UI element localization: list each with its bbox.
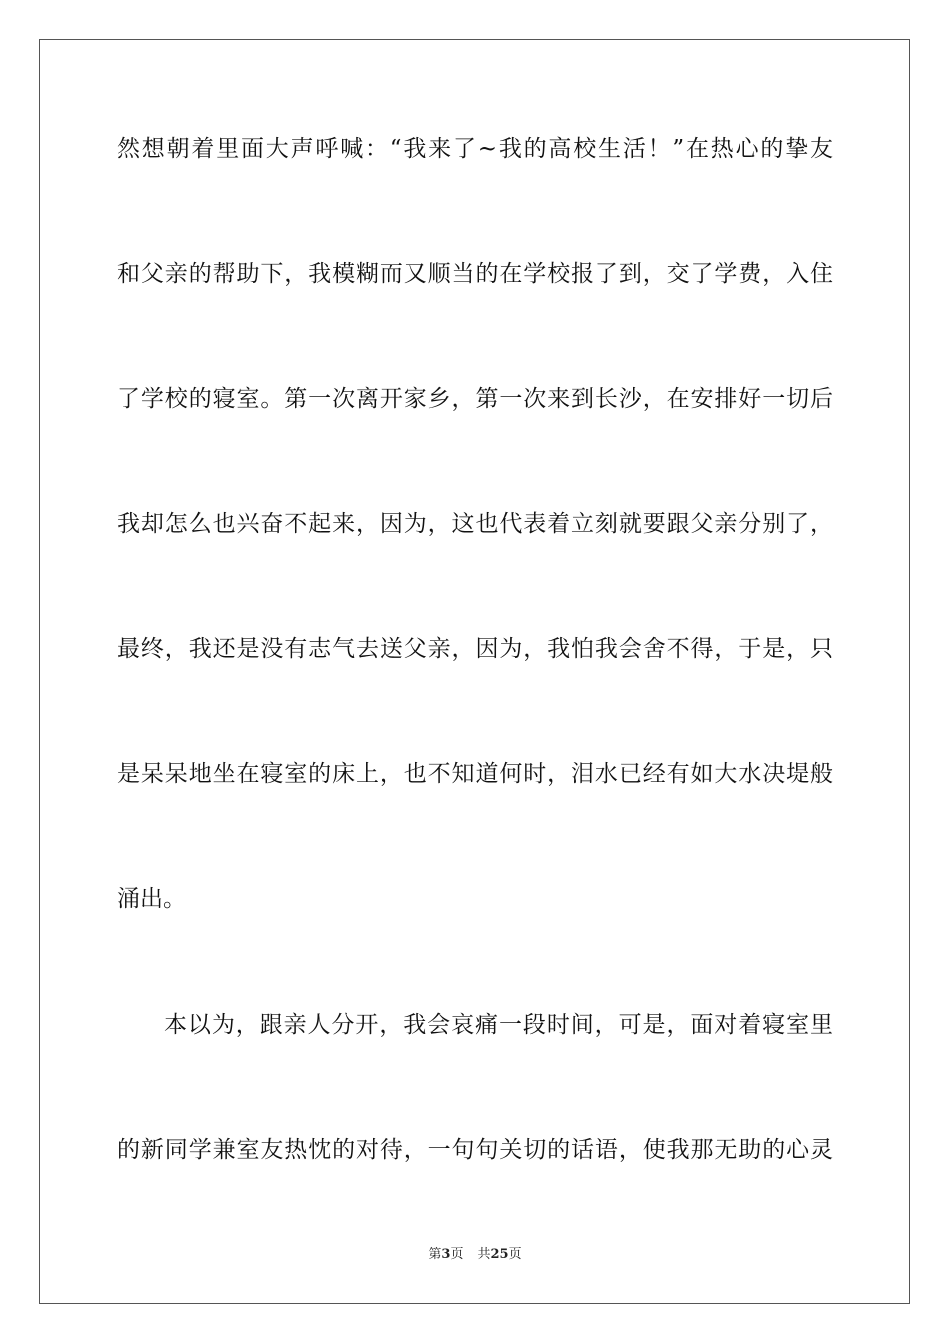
page-number: 3: [441, 1247, 451, 1262]
text-line: 我却怎么也兴奋不起来，因为，这也代表着立刻就要跟父亲分别了，: [117, 511, 833, 537]
page-footer: [0, 1246, 950, 1264]
page-suffix: 页: [450, 1247, 464, 1262]
page-border: [39, 39, 910, 1304]
total-suffix: 页: [508, 1247, 522, 1262]
text-line: 然想朝着里面大声呼喊：“我来了~我的高校生活！”在热心的挚友: [117, 136, 833, 162]
text-line: 最终，我还是没有志气去送父亲，因为，我怕我会舍不得，于是，只: [117, 636, 833, 662]
text-line: 是呆呆地坐在寝室的床上，也不知道何时，泪水已经有如大水决堤般: [117, 761, 833, 787]
total-pages: 25: [490, 1247, 509, 1262]
text-line: 的新同学兼室友热忱的对待，一句句关切的话语，使我那无助的心灵: [117, 1137, 833, 1163]
text-line: 和父亲的帮助下，我模糊而又顺当的在学校报了到，交了学费，入住: [117, 261, 833, 287]
page-prefix: 第: [428, 1247, 442, 1262]
total-prefix: 共: [477, 1247, 491, 1262]
text-line: 涌出。: [117, 886, 186, 912]
text-line: 本以为，跟亲人分开，我会哀痛一段时间，可是，面对着寝室里: [164, 1012, 833, 1038]
text-line: 了学校的寝室。第一次离开家乡，第一次来到长沙，在安排好一切后: [117, 386, 833, 412]
